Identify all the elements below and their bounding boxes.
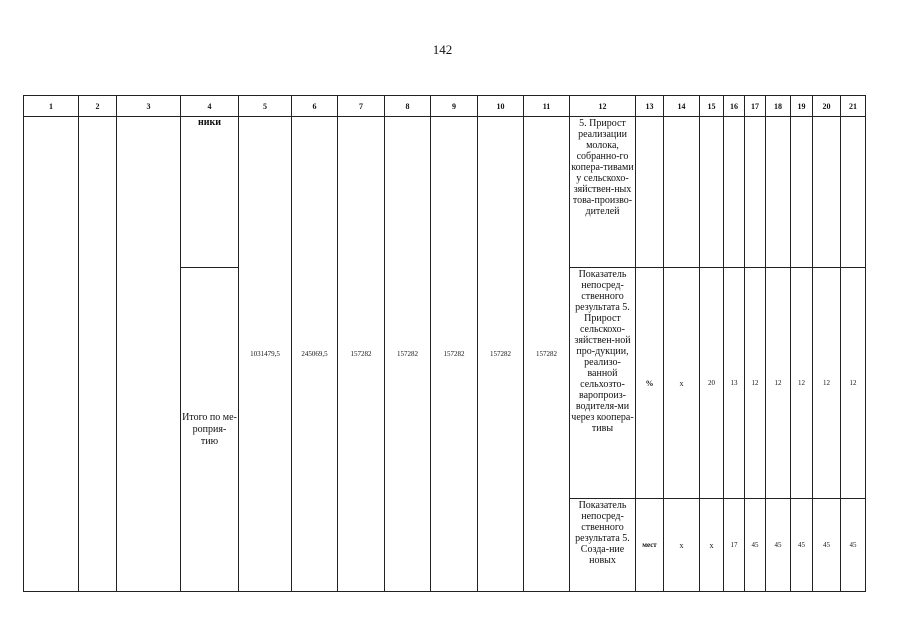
total-cell: 157282 (338, 117, 385, 592)
value-cell: 17 (724, 499, 745, 592)
value-cell (813, 117, 841, 268)
value-cell: 13 (724, 268, 745, 499)
header-cell: 7 (338, 96, 385, 117)
indicator-text: Показатель непосред-ственного результата 5. Прирост сельскохо-зяйствен-ной про-дукции, реализо-ванной сельхозто-варопроиз-водителя-ми через коопера-тивы (570, 268, 636, 499)
value-cell: 45 (813, 499, 841, 592)
value-cell: 12 (813, 268, 841, 499)
value-cell (664, 117, 700, 268)
value-cell (700, 117, 724, 268)
header-cell: 6 (292, 96, 338, 117)
header-cell: 21 (841, 96, 866, 117)
value-cell: 45 (766, 499, 791, 592)
table-row (24, 117, 866, 268)
total-label: Итого по ме- роприя- тию (181, 268, 239, 592)
header-cell: 14 (664, 96, 700, 117)
value-cell: 12 (841, 268, 866, 499)
header-cell: 16 (724, 96, 745, 117)
cell-col2 (79, 117, 117, 592)
value-cell: 45 (791, 499, 813, 592)
header-cell: 5 (239, 96, 292, 117)
value-cell: 45 (745, 499, 766, 592)
total-cell: 1031479,5 (239, 117, 292, 592)
header-cell: 19 (791, 96, 813, 117)
header-row (24, 96, 866, 117)
value-cell (745, 117, 766, 268)
total-cell: 245069,5 (292, 117, 338, 592)
value-cell (724, 117, 745, 268)
header-cell: 13 (636, 96, 664, 117)
value-cell (766, 117, 791, 268)
header-cell: 4 (181, 96, 239, 117)
unit-cell: % (636, 268, 664, 499)
header-cell: 15 (700, 96, 724, 117)
header-cell: 11 (524, 96, 570, 117)
value-cell: 20 (700, 268, 724, 499)
header-cell: 2 (79, 96, 117, 117)
header-cell: 8 (385, 96, 431, 117)
total-cell: 157282 (524, 117, 570, 592)
header-cell: 12 (570, 96, 636, 117)
header-cell: 3 (117, 96, 181, 117)
value-cell: х (700, 499, 724, 592)
total-cell: 157282 (431, 117, 478, 592)
value-cell: 12 (791, 268, 813, 499)
header-cell: 17 (745, 96, 766, 117)
value-cell: 45 (841, 499, 866, 592)
cell-col1 (24, 117, 79, 592)
header-cell: 20 (813, 96, 841, 117)
page-number: 142 (432, 42, 453, 57)
total-cell: 157282 (385, 117, 431, 592)
header-cell: 1 (24, 96, 79, 117)
data-table (23, 95, 866, 592)
value-cell: х (664, 268, 700, 499)
value-cell (791, 117, 813, 268)
header-cell: 10 (478, 96, 524, 117)
cell-col4-top: ники (181, 117, 239, 268)
header-cell: 18 (766, 96, 791, 117)
unit-cell (636, 117, 664, 268)
indicator-text: 5. Прирост реализации молока, собранно-го копера-тивами у сельскохо-зяйствен-ных това-произво-дителей (570, 117, 636, 268)
value-cell (841, 117, 866, 268)
header-cell: 9 (431, 96, 478, 117)
unit-cell: мест (636, 499, 664, 592)
total-cell: 157282 (478, 117, 524, 592)
indicator-text: Показатель непосред-ственного результата 5. Созда-ние новых (570, 499, 636, 592)
cell-col3 (117, 117, 181, 592)
value-cell: 12 (745, 268, 766, 499)
value-cell: х (664, 499, 700, 592)
value-cell: 12 (766, 268, 791, 499)
